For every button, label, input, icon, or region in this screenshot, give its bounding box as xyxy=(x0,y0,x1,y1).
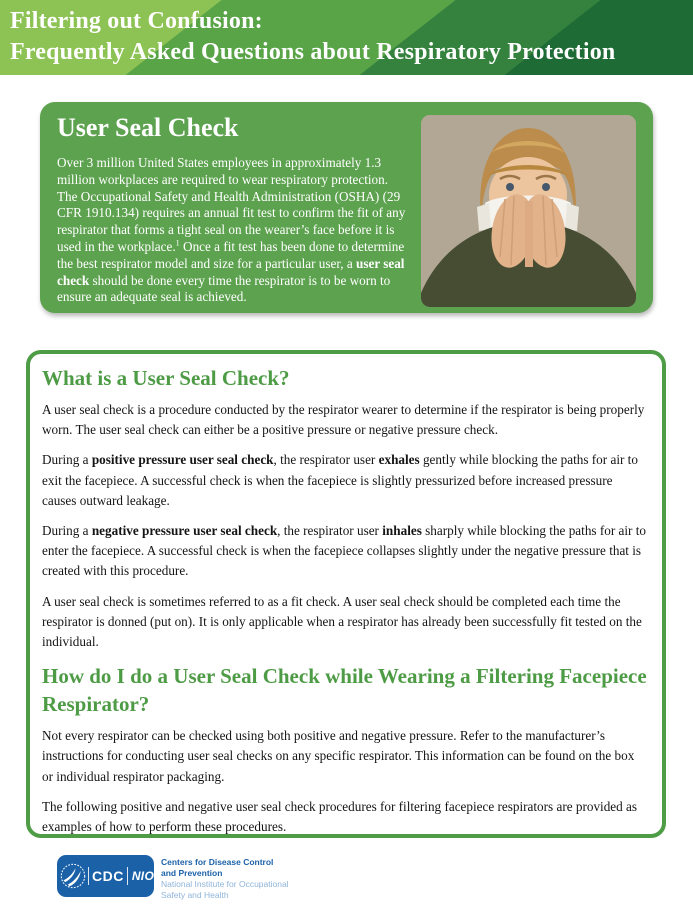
section1-paragraph-1: A user seal check is a procedure conducted by the respirator wearer to determine if the respirator is being properly worn. The user seal check can either be a positive pressure or negative pressure check. xyxy=(42,402,645,438)
document-title-line2: Frequently Asked Questions about Respiratory Protection xyxy=(10,39,616,65)
niosh-wordmark: NIOSH xyxy=(131,869,172,883)
footer-org-text xyxy=(161,857,289,901)
hhs-eagle-icon xyxy=(60,860,86,892)
cdc-wordmark: CDC xyxy=(88,867,128,885)
cdc-niosh-logo xyxy=(57,855,172,897)
section1-heading: What is a User Seal Check? xyxy=(42,366,290,390)
section2-heading: How do I do a User Seal Check while Wearing a Filtering Facepiece Respirator? xyxy=(42,664,647,717)
document-title xyxy=(10,6,615,68)
document-title-line1: Filtering out Confusion: xyxy=(10,8,263,34)
section1-paragraph-2: During a positive pressure user seal check, the respirator user exhales gently while blocking the paths for air to exit the facepiece. A successful check is when the facepiece is slightly pressurized before increased pressure causes outward leakage. xyxy=(42,452,638,508)
section2-paragraph-2: The following positive and negative user seal check procedures for filtering facepiece respirators are provided as examples of how to perform these procedures. xyxy=(42,798,638,835)
intro-card xyxy=(40,102,653,313)
intro-card-title: User Seal Check xyxy=(57,113,239,142)
section2-paragraph-1: Not every respirator can be checked using both positive and negative pressure. Refer to the manufacturer’s instructions for conducting user seal checks on any specific respirator. This information can be found on the box or individual respirator packaging. xyxy=(42,728,635,784)
section1-paragraph-4: A user seal check is sometimes referred to as a fit check. A user seal check should be completed each time the respirator is donned (put on). It is only applicable when a respirator has already been successfully fit tested on the individual. xyxy=(42,593,642,650)
faq-card xyxy=(26,350,666,838)
org-line-3: National Institute for Occupational xyxy=(161,879,289,889)
org-line-2: and Prevention xyxy=(161,868,223,878)
org-line-1: Centers for Disease Control xyxy=(161,857,274,867)
intro-card-body: Over 3 million United States employees in approximately 1.3 million workplaces are required to wear respiratory protection. The Occupational Safety and Health Administration (OSHA) (29 CFR 1910.134) requires an annual fit test to confirm the fit of any respirator that forms a tight seal on the wearer’s face before it is used in the workplace.$^1$ Once a fit test has been done to determine the best respirator model and size for a particular user, a user seal check should be done every time the respirator is to be worn to ensure an adequate seal is achieved. xyxy=(57,155,406,305)
org-line-4: Safety and Health xyxy=(161,890,229,900)
respirator-photo-illustration xyxy=(421,115,636,307)
header-banner xyxy=(0,0,693,75)
section1-paragraph-3: During a negative pressure user seal check, the respirator user inhales sharply while blocking the paths for air to enter the facepiece. A successful check is when the facepiece collapses slightly under the negative pressure that is created with this procedure. xyxy=(42,523,646,579)
user-seal-check-photo xyxy=(421,115,636,307)
